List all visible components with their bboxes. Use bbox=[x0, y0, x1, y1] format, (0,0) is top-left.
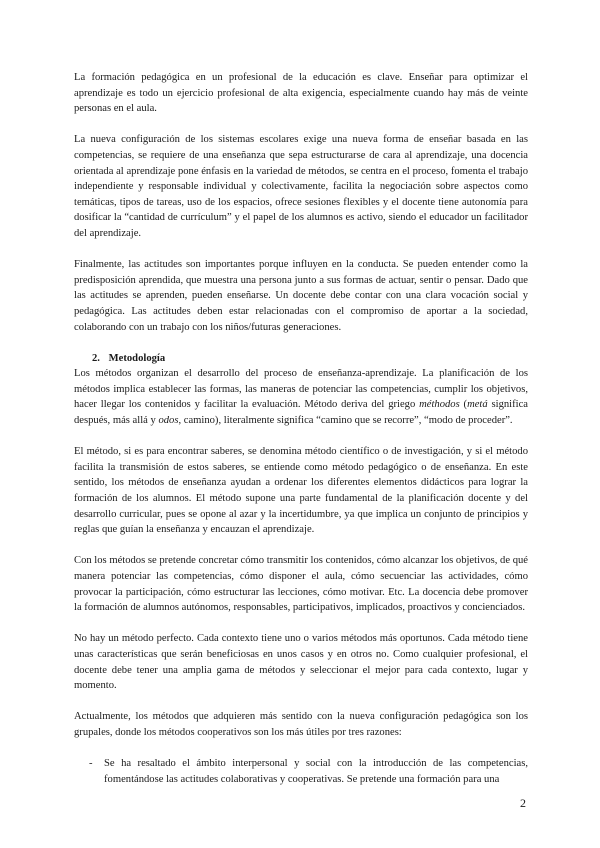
bullet-dash: - bbox=[89, 758, 93, 770]
list-item bbox=[74, 756, 528, 787]
bullet-list bbox=[74, 756, 528, 787]
page-number: 2 bbox=[520, 796, 526, 810]
paragraph-metodo-perfecto: No hay un método perfecto. Cada contexto tiene uno o varios métodos más oportunos. Cada método tiene unas características que serán beneficiosas en unos casos y en otros no. Como cualquier profesional, el docente debe tener una amplia gama de métodos y seleccionar el mejor para cada contexto, lugar y momento. bbox=[74, 633, 528, 692]
italic-meta: metá bbox=[467, 399, 488, 411]
paragraph-configuracion: La nueva configuración de los sistemas escolares exige una nueva forma de enseñar basada en las competencias, se requiere de una enseñanza que sepa estructurarse de cara al aprendizaje, una docencia orientada al aprendizaje pone énfasis en la variedad de métodos, se centra en el proceso, fomenta el trabajo independiente y responsable individual y colectivamente, facilita la negociación sobre aspectos como temáticas, tipos de tareas, uso de los espacios, ofrece sesiones flexibles y el docente tiene autonomía para dosificar la “cantidad de currículum” y el papel de los alumnos es activo, siendo el educador un facilitador del aprendizaje. bbox=[74, 134, 528, 239]
section-title: Metodología bbox=[108, 352, 166, 364]
italic-odos: odos bbox=[158, 415, 179, 427]
paragraph-concretar: Con los métodos se pretende concretar cómo transmitir los contenidos, cómo alcanzar los objetivos, de qué manera potenciar las competencias, cómo disponer el aula, cómo secuenciar las actividades, cómo provocar la participación, cómo estructurar las lecciones, cómo motivar. Etc. La docencia debe promover la formación de alumnos autónomos, responsables, participativos, implicados, proactivos y concienciados. bbox=[74, 555, 528, 614]
document-body bbox=[74, 70, 528, 787]
list-item-text: Se ha resaltado el ámbito interpersonal y social con la introducción de las competencias, fomentándose las actitudes colaborativas y cooperativas. Se pretende una formación para una bbox=[104, 758, 528, 785]
paragraph-metodos: Los métodos organizan el desarrollo del proceso de enseñanza-aprendizaje. La planificación de los métodos implica establecer las formas, las maneras de potenciar las competencias, cumplir los objetivos, hacer llegar los contenidos y facilitar la evaluación. Método deriva del griego méthodos (metá significa después, más allá y odos, camino), literalmente significa “camino que se recorre”, “modo de proceder”. bbox=[74, 368, 528, 427]
section-heading bbox=[74, 351, 528, 367]
paragraph-actitudes: Finalmente, las actitudes son importantes porque influyen en la conducta. Se pueden entender como la predisposición aprendida, que muestra una persona junto a sus formas de actuar, sentir o pensar. Dado que las actitudes se aprenden, pueden enseñarse. Un docente debe contar con una clara vocación social y pedagógica. Las actitudes deben estar relacionadas con el compromiso de aportar a la sociedad, colaborando con un trabajo con los niños/futuras generaciones. bbox=[74, 259, 528, 333]
section-number: 2. bbox=[92, 352, 100, 364]
paragraph-formacion: La formación pedagógica en un profesional de la educación es clave. Enseñar para optimizar el aprendizaje es todo un ejercicio profesional de alta exigencia, especialmente cuando hay más de veinte personas en el aula. bbox=[74, 72, 528, 115]
paragraph-actualmente: Actualmente, los métodos que adquieren más sentido con la nueva configuración pedagógica son los grupales, donde los métodos cooperativos son los más útiles por tres razones: bbox=[74, 711, 528, 738]
paragraph-metodo-cientifico: El método, si es para encontrar saberes, se denomina método científico o de investigación, y si el método facilita la transmisión de estos saberes, se entiende como método pedagógico o de enseñanza. En este sentido, los métodos de enseñanza ayudan a ordenar los diferentes elementos didácticos para lograr la formación de los alumnos. El método supone una parte fundamental de la planificación docente y del desarrollo curricular, pues se opone al azar y la incertidumbre, ya que implica un conjunto de principios y reglas que guían la enseñanza y encauzan el aprendizaje. bbox=[74, 446, 528, 536]
italic-methodos: méthodos bbox=[419, 399, 460, 411]
